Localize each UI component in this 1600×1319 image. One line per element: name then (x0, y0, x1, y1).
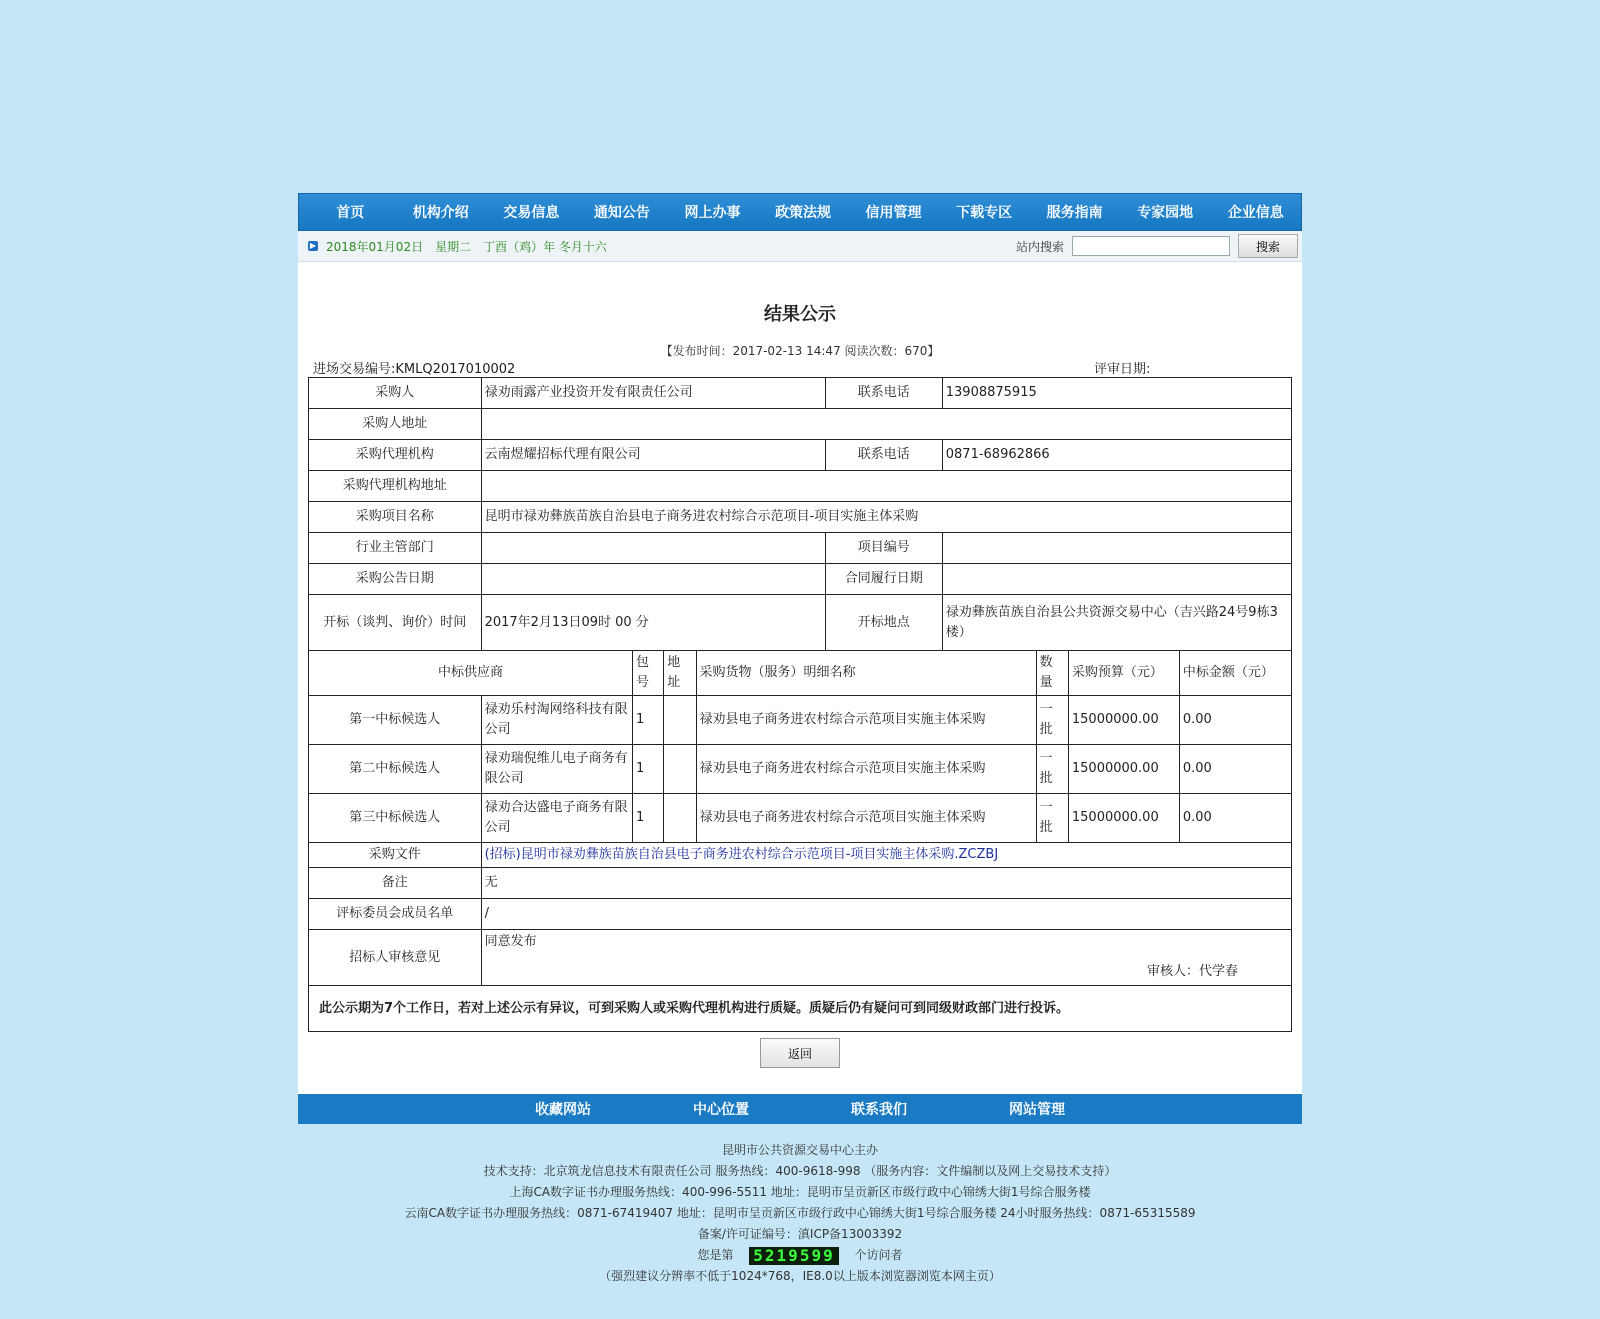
footer-nav (298, 1094, 1302, 1124)
agent-addr-value (481, 471, 1291, 502)
footer-line: 云南CA数字证书办理服务热线：0871-67419407 地址：昆明市呈贡新区市级行政中心锦绣大街1号综合服务楼 24小时服务热线：0871-65315589 (404, 1206, 1196, 1220)
content-area (298, 262, 1302, 1094)
notice-date-label: 采购公告日期 (309, 564, 482, 595)
candidate-rank: 第三中标候选人 (309, 794, 482, 843)
result-table (308, 377, 1292, 1032)
table-row (309, 595, 1292, 651)
dept-value (481, 533, 825, 564)
buyer-addr-label: 采购人地址 (309, 409, 482, 440)
header-addr: 地址 (664, 651, 696, 696)
trade-code: 进场交易编号:KMLQ2017010002 (313, 362, 516, 377)
date-arrow-icon: ▶ (309, 241, 317, 250)
candidate-rank: 第二中标候选人 (309, 745, 482, 794)
candidate-addr (664, 745, 696, 794)
candidate-pkg: 1 (632, 794, 663, 843)
candidate-pkg: 1 (632, 696, 663, 745)
header-qty: 数量 (1036, 651, 1068, 696)
footer-nav-contact[interactable]: 联系我们 (851, 1102, 907, 1118)
footer-line: （强烈建议分辨率不低于1024*768，IE8.0以上版本浏览器浏览本网主页） (599, 1269, 1001, 1283)
footer-line: 上海CA数字证书办理服务热线：400-996-5511 地址：昆明市呈贡新区市级行政中心锦绣大街1号综合服务楼 (509, 1185, 1091, 1199)
buyer-phone-value: 13908875915 (942, 378, 1291, 409)
remark-value: 无 (481, 868, 1291, 899)
nav-notices[interactable]: 通知公告 (593, 205, 650, 221)
candidate-row-3 (309, 794, 1292, 843)
buyer-phone-label: 联系电话 (825, 378, 942, 409)
candidate-budget: 15000000.00 (1068, 794, 1179, 843)
main-nav (298, 193, 1302, 231)
buyer-addr-value (481, 409, 1291, 440)
table-row (309, 899, 1292, 930)
header-goods: 采购货物（服务）明细名称 (696, 651, 1036, 696)
agent-addr-label: 采购代理机构地址 (309, 471, 482, 502)
opinion-label: 招标人审核意见 (309, 930, 482, 986)
opinion-cell (481, 930, 1291, 986)
dept-label: 行业主管部门 (309, 533, 482, 564)
visitor-prefix: 您是第 (697, 1248, 734, 1262)
project-label: 采购项目名称 (309, 502, 482, 533)
page-wrapper (298, 193, 1302, 1124)
publish-meta: 【发布时间：2017-02-13 14:47 阅读次数：670】 (660, 344, 940, 358)
opinion-value: 同意发布 (484, 934, 537, 949)
table-row (309, 533, 1292, 564)
candidate-budget: 15000000.00 (1068, 745, 1179, 794)
candidate-qty: 一批 (1036, 794, 1068, 843)
footer-line: 技术支持：北京筑龙信息技术有限责任公司 服务热线：400-9618-998 （服务内容：文件编制以及网上交易技术支持） (483, 1164, 1117, 1178)
candidate-amount: 0.00 (1179, 696, 1291, 745)
current-date: 2018年01月02日 星期二 丁酉（鸡）年 冬月十六 (326, 239, 607, 254)
nav-policy[interactable]: 政策法规 (775, 205, 831, 221)
nav-home[interactable]: 首页 (336, 205, 365, 221)
footer-line: 昆明市公共资源交易中心主办 (721, 1143, 878, 1157)
candidate-row-2 (309, 745, 1292, 794)
committee-value: / (481, 899, 1291, 930)
open-place-label: 开标地点 (825, 595, 942, 651)
table-row (309, 930, 1292, 986)
buyer-value: 禄劝雨露产业投资开发有限责任公司 (481, 378, 825, 409)
candidate-name: 禄劝瑞倪维儿电子商务有限公司 (481, 745, 632, 794)
nav-credit[interactable]: 信用管理 (865, 205, 922, 221)
visitor-suffix: 个访问者 (854, 1248, 903, 1262)
footer (0, 1140, 1600, 1287)
candidate-goods: 禄劝县电子商务进农村综合示范项目实施主体采购 (696, 794, 1036, 843)
sub-bar (298, 231, 1302, 262)
header-pkg: 包号 (632, 651, 663, 696)
procurement-doc-link[interactable]: (招标)昆明市禄劝彝族苗族自治县电子商务进农村综合示范项目-项目实施主体采购.ZCZBJ (484, 847, 999, 862)
committee-label: 评标委员会成员名单 (309, 899, 482, 930)
nav-enterprise[interactable]: 企业信息 (1227, 205, 1284, 221)
candidate-goods: 禄劝县电子商务进农村综合示范项目实施主体采购 (696, 696, 1036, 745)
candidate-row-1 (309, 696, 1292, 745)
footer-nav-bookmark[interactable]: 收藏网站 (535, 1102, 591, 1118)
notice-date-value (481, 564, 825, 595)
project-no-label: 项目编号 (825, 533, 942, 564)
nav-about[interactable]: 机构介绍 (412, 205, 469, 221)
candidate-amount: 0.00 (1179, 794, 1291, 843)
candidate-qty: 一批 (1036, 696, 1068, 745)
table-row (309, 502, 1292, 533)
candidates-header (309, 651, 1292, 696)
candidate-budget: 15000000.00 (1068, 696, 1179, 745)
candidate-amount: 0.00 (1179, 745, 1291, 794)
notice-text: 此公示期为7个工作日，若对上述公示有异议，可到采购人或采购代理机构进行质疑。质疑后仍有疑问可到同级财政部门进行投诉。 (309, 986, 1292, 1032)
header-budget: 采购预算（元） (1068, 651, 1179, 696)
project-no-value (942, 533, 1291, 564)
candidate-pkg: 1 (632, 745, 663, 794)
remark-label: 备注 (309, 868, 482, 899)
page-title: 结果公示 (764, 304, 836, 325)
back-button[interactable]: 返回 (760, 1038, 840, 1068)
table-row (309, 471, 1292, 502)
candidate-goods: 禄劝县电子商务进农村综合示范项目实施主体采购 (696, 745, 1036, 794)
visitor-counter: 5219599 (749, 1247, 838, 1265)
table-row (309, 843, 1292, 868)
candidate-name: 禄劝乐村淘网络科技有限公司 (481, 696, 632, 745)
nav-experts[interactable]: 专家园地 (1137, 205, 1194, 221)
search-label: 站内搜索 (1015, 239, 1064, 254)
nav-trade-info[interactable]: 交易信息 (503, 205, 560, 221)
header-supplier: 中标供应商 (309, 651, 633, 696)
table-row (309, 409, 1292, 440)
reviewer: 审核人：代学春 (1146, 964, 1238, 979)
footer-line: 备案/许可证编号：滇ICP备13003392 (697, 1227, 903, 1241)
candidate-addr (664, 696, 696, 745)
table-row (309, 378, 1292, 409)
visitor-line (0, 1245, 1600, 1266)
candidate-rank: 第一中标候选人 (309, 696, 482, 745)
buyer-label: 采购人 (309, 378, 482, 409)
open-time-value: 2017年2月13日09时 00 分 (481, 595, 825, 651)
open-place-value: 禄劝彝族苗族自治县公共资源交易中心（吉兴路24号9栋3楼） (942, 595, 1291, 651)
agent-label: 采购代理机构 (309, 440, 482, 471)
project-value: 昆明市禄劝彝族苗族自治县电子商务进农村综合示范项目-项目实施主体采购 (481, 502, 1291, 533)
nav-guide[interactable]: 服务指南 (1046, 205, 1103, 221)
table-row (309, 440, 1292, 471)
candidate-name: 禄劝合达盛电子商务有限公司 (481, 794, 632, 843)
footer-nav-location[interactable]: 中心位置 (693, 1102, 749, 1118)
nav-online-service[interactable]: 网上办事 (684, 205, 741, 221)
nav-downloads[interactable]: 下载专区 (956, 205, 1013, 221)
contract-date-value (942, 564, 1291, 595)
search-button[interactable]: 搜索 (1238, 234, 1298, 258)
agent-value: 云南煜耀招标代理有限公司 (481, 440, 825, 471)
footer-nav-admin[interactable]: 网站管理 (1009, 1102, 1065, 1118)
table-row (309, 564, 1292, 595)
open-time-label: 开标（谈判、询价）时间 (309, 595, 482, 651)
review-date: 评审日期: (1094, 362, 1151, 377)
candidate-addr (664, 794, 696, 843)
candidate-qty: 一批 (1036, 745, 1068, 794)
agent-phone-label: 联系电话 (825, 440, 942, 471)
table-row (309, 868, 1292, 899)
header-amount: 中标金额（元） (1179, 651, 1291, 696)
agent-phone-value: 0871-68962866 (942, 440, 1291, 471)
doc-label: 采购文件 (309, 843, 482, 868)
search-input[interactable] (1072, 236, 1230, 256)
table-row (309, 986, 1292, 1032)
contract-date-label: 合同履行日期 (825, 564, 942, 595)
